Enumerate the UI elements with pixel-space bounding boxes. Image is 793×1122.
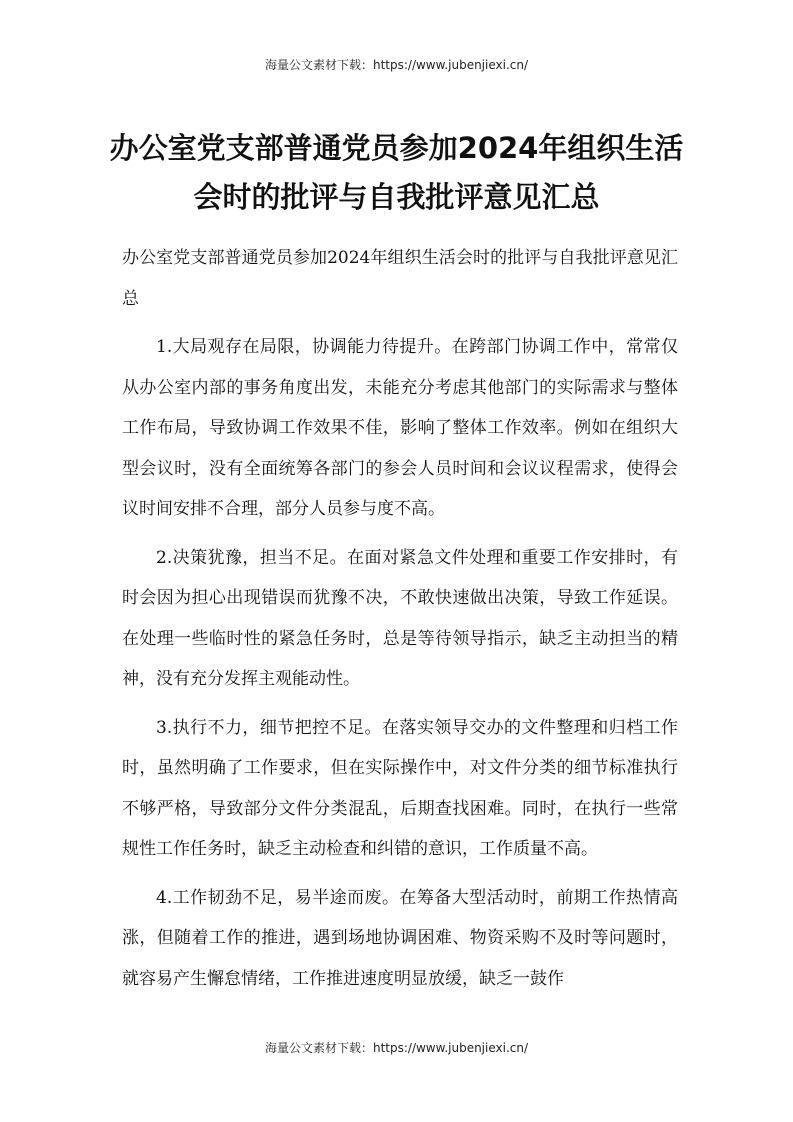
- paragraph-item-4: 4.工作韧劲不足，易半途而废。在筹备大型活动时，前期工作热情高涨，但随着工作的推进，遇到场地协调困难、物资采购不及时等问题时，就容易产生懈怠情绪，工作推进速度明显放缓，缺乏一鼓作: [122, 887, 678, 989]
- page-footer: 海量公文素材下载：https://www.jubenjiexi.cn/: [264, 1041, 529, 1055]
- document-title: 办公室党支部普通党员参加2024年组织生活会时的批评与自我批评意见汇总: [109, 131, 684, 214]
- paragraph-item-2: 2.决策犹豫，担当不足。在面对紧急文件处理和重要工作安排时，有时会因为担心出现错误而犹豫不决，不敢快速做出决策，导致工作延误。在处理一些临时性的紧急任务时，总是等待领导指示，缺乏主动担当的精神，没有充分发挥主观能动性。: [122, 547, 678, 689]
- page-header: 海量公文素材下载：https://www.jubenjiexi.cn/: [264, 58, 529, 72]
- intro-paragraph: 办公室党支部普通党员参加2024年组织生活会时的批评与自我批评意见汇总: [122, 248, 678, 309]
- document-body: [122, 238, 678, 1007]
- paragraph-item-1: 1.大局观存在局限，协调能力待提升。在跨部门协调工作中，常常仅从办公室内部的事务角度出发，未能充分考虑其他部门的实际需求与整体工作布局，导致协调工作效果不佳，影响了整体工作效率。例如在组织大型会议时，没有全面统筹各部门的参会人员时间和会议议程需求，使得会议时间安排不合理，部分人员参与度不高。: [122, 337, 678, 519]
- paragraph-item-3: 3.执行不力，细节把控不足。在落实领导交办的文件整理和归档工作时，虽然明确了工作要求，但在实际操作中，对文件分类的细节标准执行不够严格，导致部分文件分类混乱，后期查找困难。同时，在执行一些常规性工作任务时，缺乏主动检查和纠错的意识，工作质量不高。: [122, 717, 678, 859]
